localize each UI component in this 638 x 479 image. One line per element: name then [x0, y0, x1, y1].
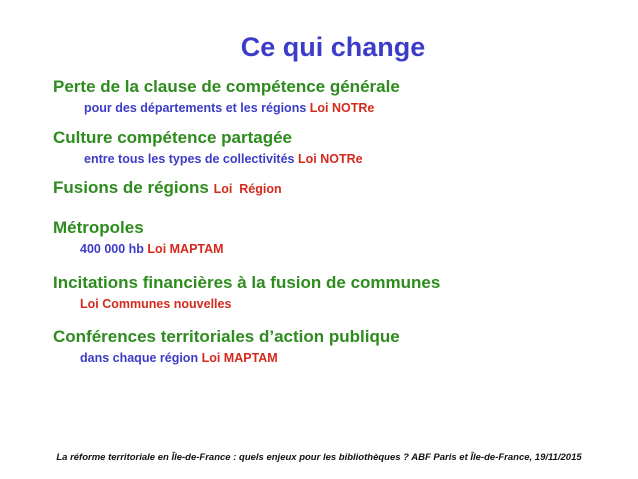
item-heading-text: Fusions de régions [53, 178, 209, 197]
item-heading: Conférences territoriales d’action publique [53, 327, 400, 346]
law-label: Loi MAPTAM [147, 242, 224, 256]
law-label: Loi NOTRe [297, 152, 363, 166]
law-label: Loi NOTRe [309, 101, 375, 115]
item-heading: Métropoles [53, 218, 144, 237]
law-label: Loi Communes nouvelles [80, 297, 232, 311]
item-heading: Incitations financières à la fusion de communes [53, 273, 441, 292]
item-detail [53, 150, 633, 168]
item-heading: Culture compétence partagée [53, 128, 293, 147]
item-detail-text: dans chaque région [80, 351, 199, 365]
item-detail [53, 99, 633, 117]
list-item [53, 326, 633, 367]
law-label: Loi Région [213, 182, 282, 196]
item-detail [53, 240, 633, 258]
item-detail [53, 349, 633, 367]
item-heading [53, 177, 633, 200]
law-label: Loi MAPTAM [201, 351, 278, 365]
list-item [53, 217, 633, 258]
slide-title: Ce qui change [240, 32, 426, 62]
list-item [53, 127, 633, 168]
item-detail [53, 295, 633, 313]
list-item [53, 272, 633, 313]
item-detail-text: pour des départements et les régions [84, 101, 307, 115]
list-item [53, 76, 633, 117]
item-heading: Perte de la clause de compétence générale [53, 77, 400, 96]
item-detail-text: entre tous les types de collectivités [84, 152, 295, 166]
item-detail-text: 400 000 hb [80, 242, 144, 256]
list-item [53, 177, 633, 200]
slide-footer: La réforme territoriale en Île-de-France : quels enjeux pour les bibliothèques ? ABF Paris et Île-de-France, 19/11/2015 [56, 452, 582, 463]
